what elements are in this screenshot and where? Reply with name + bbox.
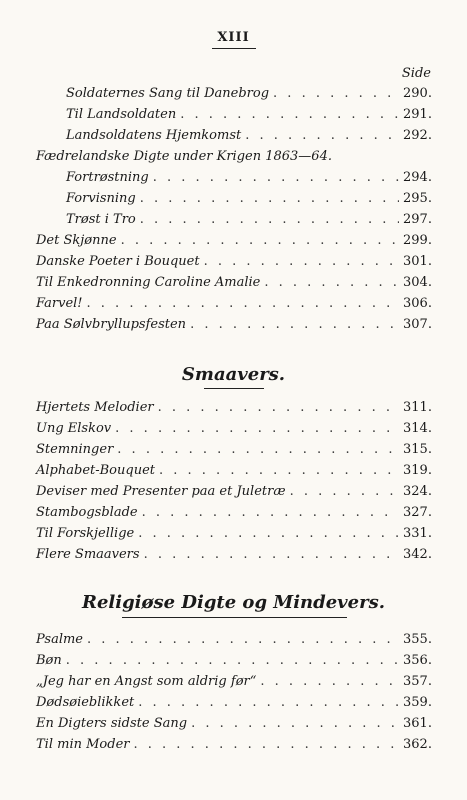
toc-entry bbox=[36, 400, 431, 421]
toc-entry bbox=[36, 547, 431, 568]
dot-leader bbox=[264, 275, 399, 290]
toc-entry bbox=[36, 233, 431, 254]
toc-entry bbox=[36, 632, 431, 653]
toc-entry bbox=[36, 505, 431, 526]
section-heading-rule bbox=[204, 388, 264, 389]
toc-entry-page: 362. bbox=[403, 737, 432, 752]
dot-leader bbox=[153, 170, 399, 185]
dot-leader bbox=[133, 737, 399, 752]
toc-entry bbox=[36, 716, 431, 737]
toc-entry-page: 292. bbox=[403, 128, 432, 143]
toc-entry-title: Forvisning bbox=[66, 191, 136, 206]
toc-entry-page: 319. bbox=[403, 463, 432, 478]
toc-section-3 bbox=[36, 632, 431, 758]
toc-entry-title: Landsoldatens Hjemkomst bbox=[66, 128, 242, 143]
toc-entry-page: 314. bbox=[403, 421, 432, 436]
toc-entry-title: Dødsøieblikket bbox=[36, 695, 135, 710]
toc-entry-page: 355. bbox=[403, 632, 432, 647]
toc-entry-title: Til Forskjellige bbox=[36, 526, 135, 541]
toc-entry-page: 290. bbox=[403, 86, 432, 101]
toc-entry-title: Hjertets Melodier bbox=[36, 400, 154, 415]
dot-leader bbox=[158, 400, 399, 415]
section-heading-smaavers: Smaavers. bbox=[181, 364, 286, 385]
toc-entry bbox=[36, 737, 431, 758]
toc-entry-page: 294. bbox=[403, 170, 432, 185]
toc-entry bbox=[36, 170, 431, 191]
toc-entry-title: Ung Elskov bbox=[36, 421, 112, 436]
toc-entry bbox=[36, 526, 431, 547]
toc-entry-page: 291. bbox=[403, 107, 432, 122]
toc-entry-title: Til Enkedronning Caroline Amalie bbox=[36, 275, 261, 290]
toc-entry-page: 327. bbox=[403, 505, 432, 520]
toc-entry bbox=[36, 421, 431, 442]
dot-leader bbox=[159, 463, 399, 478]
toc-entry bbox=[36, 695, 431, 716]
toc-entry-title: Farvel! bbox=[36, 296, 83, 311]
dot-leader bbox=[138, 695, 399, 710]
toc-entry-page: 331. bbox=[403, 526, 432, 541]
toc-section-1 bbox=[36, 86, 431, 338]
toc-entry-title: Danske Poeter i Bouquet bbox=[36, 254, 200, 269]
toc-entry-page: 311. bbox=[403, 400, 432, 415]
page-number-rule bbox=[212, 48, 256, 49]
side-column-label: Side bbox=[401, 66, 431, 81]
toc-entry bbox=[36, 212, 431, 233]
dot-leader bbox=[180, 107, 399, 122]
toc-entry bbox=[36, 653, 431, 674]
toc-entry bbox=[36, 484, 431, 505]
toc-entry bbox=[36, 149, 431, 170]
dot-leader bbox=[87, 632, 399, 647]
toc-entry-title: Alphabet-Bouquet bbox=[36, 463, 155, 478]
section-heading-rule bbox=[122, 617, 347, 618]
toc-entry-title: Psalme bbox=[36, 632, 83, 647]
toc-entry-page: 361. bbox=[403, 716, 432, 731]
toc-entry bbox=[36, 674, 431, 695]
toc-entry-page: 295. bbox=[403, 191, 432, 206]
toc-entry bbox=[36, 296, 431, 317]
dot-leader bbox=[66, 653, 399, 668]
toc-entry bbox=[36, 463, 431, 484]
toc-entry bbox=[36, 191, 431, 212]
toc-entry-page: 297. bbox=[403, 212, 432, 227]
toc-entry-page: 357. bbox=[403, 674, 432, 689]
toc-entry bbox=[36, 128, 431, 149]
toc-entry-title: Til Landsoldaten bbox=[66, 107, 177, 122]
toc-entry-title: Paa Sølvbryllupsfesten bbox=[36, 317, 187, 332]
toc-entry-title: Soldaternes Sang til Danebrog bbox=[66, 86, 270, 101]
toc-entry-page: 342. bbox=[403, 547, 432, 562]
toc-entry bbox=[36, 86, 431, 107]
dot-leader bbox=[245, 128, 399, 143]
toc-entry-title: „Jeg har en Angst som aldrig før“ bbox=[36, 674, 257, 689]
dot-leader bbox=[290, 484, 399, 499]
toc-entry-page: 306. bbox=[403, 296, 432, 311]
page-number: XIII bbox=[217, 30, 250, 45]
toc-entry-title: Det Skjønne bbox=[36, 233, 117, 248]
toc-entry-title: Stemninger bbox=[36, 442, 114, 457]
toc-entry bbox=[36, 107, 431, 128]
toc-entry bbox=[36, 442, 431, 463]
toc-entry-title: Fædrelandske Digte under Krigen 1863—64. bbox=[36, 149, 332, 164]
toc-entry-title: Fortrøstning bbox=[66, 170, 149, 185]
toc-entry-title: Bøn bbox=[36, 653, 62, 668]
dot-leader bbox=[121, 233, 399, 248]
toc-entry-page: 301. bbox=[403, 254, 432, 269]
dot-leader bbox=[190, 317, 399, 332]
toc-entry-page: 315. bbox=[403, 442, 432, 457]
dot-leader bbox=[117, 442, 399, 457]
toc-entry-page: 324. bbox=[403, 484, 432, 499]
dot-leader bbox=[140, 212, 399, 227]
dot-leader bbox=[140, 191, 399, 206]
toc-entry-title: Til min Moder bbox=[36, 737, 130, 752]
toc-entry-title: Flere Smaavers bbox=[36, 547, 140, 562]
dot-leader bbox=[142, 505, 399, 520]
dot-leader bbox=[204, 254, 399, 269]
section-heading-religiose: Religiøse Digte og Mindevers. bbox=[82, 592, 385, 613]
toc-entry-page: 359. bbox=[403, 695, 432, 710]
toc-entry-title: Deviser med Presenter paa et Juletræ bbox=[36, 484, 286, 499]
dot-leader bbox=[260, 674, 399, 689]
toc-entry-title: En Digters sidste Sang bbox=[36, 716, 188, 731]
dot-leader bbox=[273, 86, 399, 101]
toc-entry-page: 304. bbox=[403, 275, 432, 290]
toc-entry-page: 356. bbox=[403, 653, 432, 668]
toc-entry-page: 307. bbox=[403, 317, 432, 332]
toc-entry bbox=[36, 254, 431, 275]
dot-leader bbox=[191, 716, 399, 731]
dot-leader bbox=[138, 526, 399, 541]
toc-entry-page: 299. bbox=[403, 233, 432, 248]
dot-leader bbox=[115, 421, 399, 436]
toc-entry-title: Trøst i Tro bbox=[66, 212, 136, 227]
toc-entry bbox=[36, 317, 431, 338]
dot-leader bbox=[144, 547, 399, 562]
toc-entry-title: Stambogsblade bbox=[36, 505, 138, 520]
toc-entry bbox=[36, 275, 431, 296]
dot-leader bbox=[87, 296, 399, 311]
toc-section-2 bbox=[36, 400, 431, 568]
